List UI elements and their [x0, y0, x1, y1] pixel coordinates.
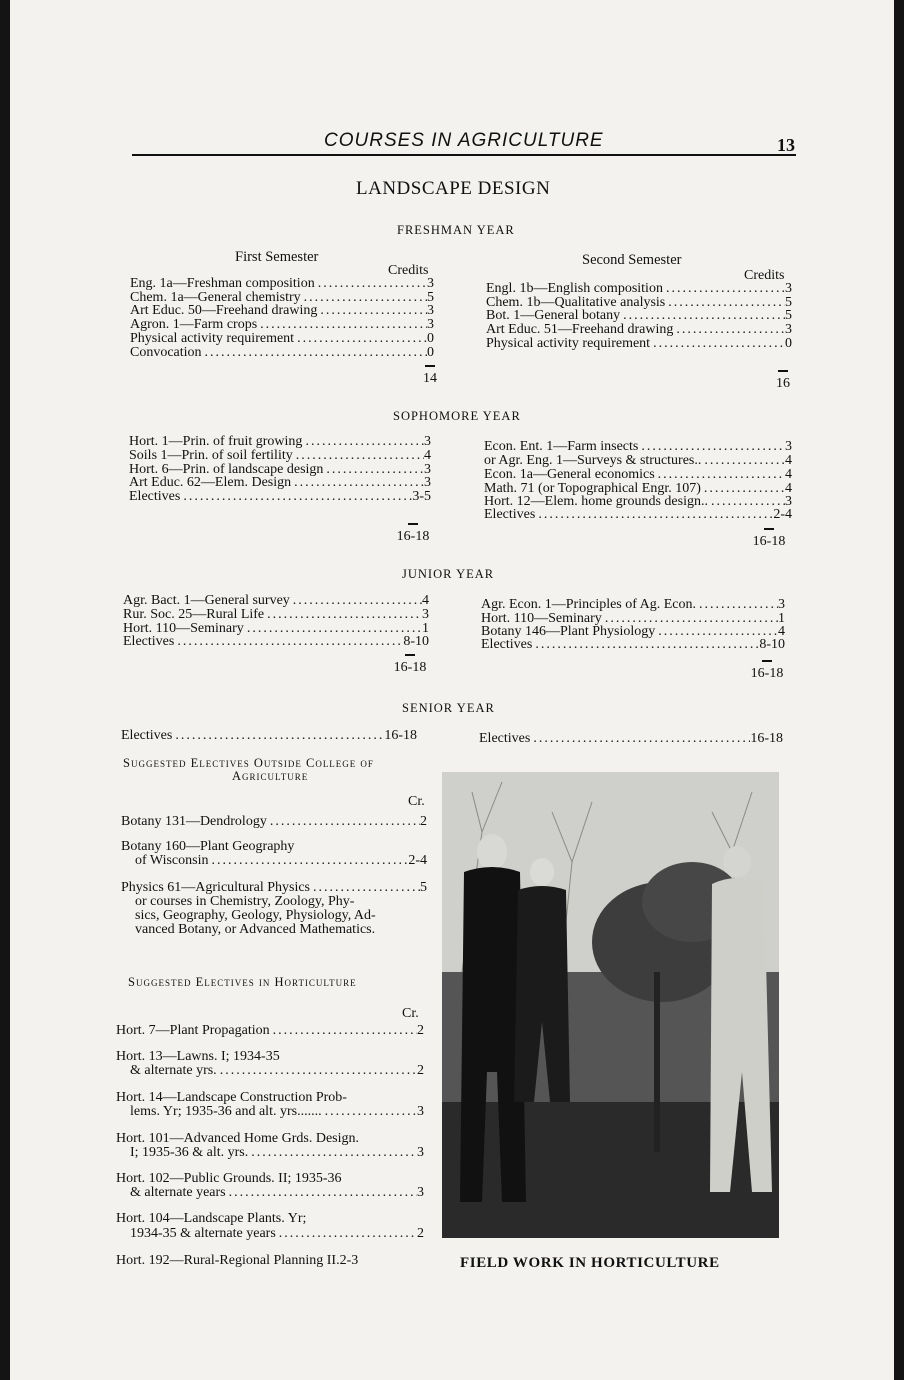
credits-heading-second: Credits — [744, 268, 785, 283]
course-line: Botany 146—Plant Physiology ..... 4 — [481, 625, 785, 639]
course-line: & alternate years ..... 3 — [130, 1186, 424, 1200]
course-line: Hort. 6—Prin. of landscape design ..... 3 — [129, 463, 431, 477]
sophomore-second-total: 16-18 — [741, 528, 797, 550]
course-line: Hort. 14—Landscape Construction Prob- — [116, 1090, 347, 1105]
course-line: Electives ..... 3-5 — [129, 490, 431, 504]
cr-heading: Cr. — [408, 794, 425, 809]
freshman-first-total: 14 — [415, 365, 445, 387]
page-title: LANDSCAPE DESIGN — [356, 178, 551, 199]
course-line: Hort. 101—Advanced Home Grds. Design. — [116, 1131, 360, 1146]
sophomore-heading: SOPHOMORE YEAR — [393, 409, 521, 423]
course-line: Math. 71 (or Topographical Engr. 107) ..... 4 — [484, 482, 792, 496]
freshman-heading: FRESHMAN YEAR — [397, 223, 515, 237]
course-line: Convocation ..... 0 — [130, 346, 434, 360]
photo-caption: FIELD WORK IN HORTICULTURE — [460, 1255, 720, 1271]
course-line: Rur. Soc. 25—Rural Life ..... 3 — [123, 608, 429, 622]
course-line: Hort. 102—Public Grounds. II; 1935-36 — [116, 1171, 342, 1186]
course-line: Physical activity requirement ..... 0 — [130, 332, 434, 346]
note-line: sics, Geography, Geology, Physiology, Ad- — [135, 908, 376, 923]
course-line: I; 1935-36 & alt. yrs. ..... 3 — [130, 1146, 424, 1160]
course-line: Physical activity requirement ..... 0 — [486, 337, 792, 351]
credits-heading-first: Credits — [388, 263, 429, 278]
course-line: Hort. 104—Landscape Plants. Yr; — [116, 1211, 307, 1226]
horticulture-heading: Suggested Electives in Horticulture — [128, 975, 357, 989]
senior-heading: SENIOR YEAR — [402, 701, 495, 715]
course-line: Hort. 110—Seminary ..... 1 — [481, 612, 785, 626]
course-line: Soils 1—Prin. of soil fertility ..... 4 — [129, 449, 431, 463]
course-line: Chem. 1a—General chemistry ..... 5 — [130, 291, 434, 305]
course-line: Electives ..... 8-10 — [123, 635, 429, 649]
course-line: Econ. 1a—General economics ..... 4 — [484, 468, 792, 482]
course-line: lems. Yr; 1935-36 and alt. yrs....... ..... 3 — [130, 1105, 424, 1119]
outside-heading-line2: Agriculture — [232, 769, 309, 783]
course-line: Electives ..... 16-18 — [121, 729, 417, 743]
note-line: or courses in Chemistry, Zoology, Phy- — [135, 894, 355, 909]
page-number: 13 — [777, 135, 795, 155]
course-line: Art Educ. 50—Freehand drawing ..... 3 — [130, 304, 434, 318]
junior-heading: JUNIOR YEAR — [402, 567, 495, 581]
course-line: Art Educ. 62—Elem. Design ..... 3 — [129, 476, 431, 490]
course-line: Electives ..... 2-4 — [484, 508, 792, 522]
course-line: Bot. 1—General botany ..... 5 — [486, 309, 792, 323]
course-line: Hort. 12—Elem. home grounds design.. ..... 3 — [484, 495, 792, 509]
document-page — [10, 0, 894, 1380]
note-line: vanced Botany, or Advanced Mathematics. — [135, 922, 376, 937]
junior-first-total: 16-18 — [382, 654, 438, 676]
course-line: Hort. 7—Plant Propagation ..... 2 — [116, 1024, 424, 1038]
course-line: Agr. Bact. 1—General survey ..... 4 — [123, 594, 429, 608]
course-line: Botany 131—Dendrology ..... 2 — [121, 815, 427, 829]
course-line: 1934-35 & alternate years ..... 2 — [130, 1227, 424, 1241]
course-line: Hort. 1—Prin. of fruit growing ..... 3 — [129, 435, 431, 449]
course-line: of Wisconsin ..... 2-4 — [135, 854, 427, 868]
course-line: Botany 160—Plant Geography — [121, 839, 295, 854]
course-line: Eng. 1a—Freshman composition ..... 3 — [130, 277, 434, 291]
cr-heading: Cr. — [402, 1006, 419, 1021]
course-line: Econ. Ent. 1—Farm insects ..... 3 — [484, 440, 792, 454]
running-title: COURSES IN AGRICULTURE — [324, 130, 604, 151]
course-line: or Agr. Eng. 1—Surveys & structures.. ..... 4 — [484, 454, 792, 468]
course-line: Electives ..... 8-10 — [481, 638, 785, 652]
course-line: & alternate yrs. ..... 2 — [130, 1064, 424, 1078]
course-line: Electives ..... 16-18 — [479, 732, 783, 746]
first-semester-heading: First Semester — [235, 249, 319, 265]
course-line: Engl. 1b—English composition ..... 3 — [486, 282, 792, 296]
course-line: Agron. 1—Farm crops ..... 3 — [130, 318, 434, 332]
field-work-photo — [442, 772, 779, 1238]
course-line: Hort. 13—Lawns. I; 1934-35 — [116, 1049, 280, 1064]
course-line: Hort. 110—Seminary ..... 1 — [123, 622, 429, 636]
outside-heading-line1: Suggested Electives Outside College of — [123, 756, 374, 770]
course-line: Art Educ. 51—Freehand drawing ..... 3 — [486, 323, 792, 337]
junior-second-total: 16-18 — [739, 660, 795, 682]
course-line: Physics 61—Agricultural Physics ..... 5 — [121, 881, 427, 895]
freshman-second-total: 16 — [768, 370, 798, 392]
header-rule — [132, 154, 796, 156]
sophomore-first-total: 16-18 — [385, 523, 441, 545]
course-line: Chem. 1b—Qualitative analysis ..... 5 — [486, 296, 792, 310]
course-line: Hort. 192—Rural-Regional Planning II.2-3 — [116, 1253, 359, 1268]
second-semester-heading: Second Semester — [582, 252, 682, 268]
course-line: Agr. Econ. 1—Principles of Ag. Econ. ..... 3 — [481, 598, 785, 612]
